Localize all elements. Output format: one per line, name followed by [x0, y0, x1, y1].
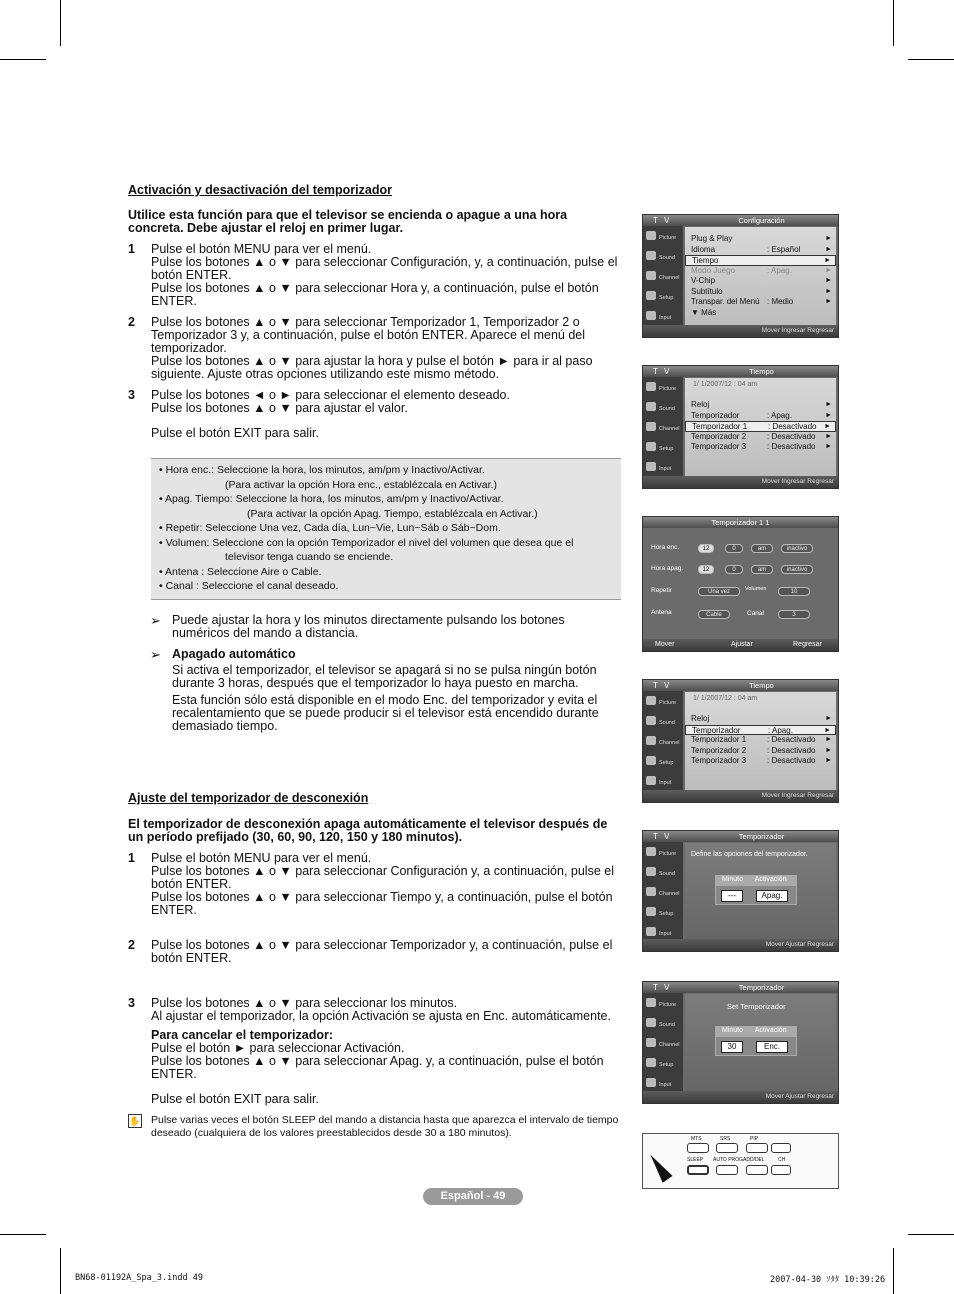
tv-menu-row: Reloj ►: [691, 400, 832, 409]
remote-label: MTS: [691, 1136, 702, 1142]
tv-side-menu: [643, 842, 683, 939]
tv-menu-row: Plug & Play ►: [691, 234, 832, 243]
step-line: Pulse los botones ▲ o ▼ para seleccionar Configuración y, a continuación, pulse el botón ENTER.: [151, 864, 614, 891]
sleep-button: [687, 1165, 709, 1175]
tv-bottom-bar: Mover Ingresar Regresar: [643, 476, 838, 488]
tv-menu-title: Configuración: [738, 216, 785, 225]
tv-bottom-bar: Mover Ajustar Regresar: [643, 939, 838, 951]
side-setup: Setup: [643, 902, 683, 922]
step-number: 1: [128, 851, 135, 865]
tip-2: [150, 648, 622, 733]
s2-step-1: [128, 852, 623, 917]
field-label: Hora apag.: [651, 565, 684, 572]
side-sound: Sound: [643, 862, 683, 882]
section2: [128, 792, 623, 1140]
step-line: Pulse el botón EXIT para salir.: [151, 426, 319, 440]
options-note-box: [151, 458, 621, 600]
srs-button: [716, 1143, 738, 1153]
tv-clock: 1/ 1/2007/12 : 04 am: [693, 695, 758, 702]
step-line: Para cancelar el temporizador:: [151, 1028, 334, 1042]
tip-title: Apagado automático: [172, 647, 296, 661]
side-picture: Picture: [643, 842, 683, 862]
step-number: 3: [128, 996, 135, 1010]
s1-step-3: [128, 389, 623, 440]
tv-screen-tiempo-2: [642, 679, 839, 803]
s2-step-2: [128, 939, 623, 965]
step-line: Pulse los botones ▲ o ▼ para seleccionar Temporizador 1, Temporizador 2 o Temporizador 3 y, a continuación, pulse el botón ENTER. Aparece el menú del temporizador.: [151, 315, 586, 355]
section1-intro: Utilice esta función para que el televisor se encienda o apague a una hora concreta. Debe ajustar el reloj en primer lugar.: [128, 208, 568, 235]
step-line: Pulse los botones ▲ o ▼ para seleccionar los minutos.: [151, 996, 458, 1010]
tv-side-menu: [643, 691, 683, 790]
tv-menu-row: Temporizador 2 : Desactivado ►: [691, 745, 832, 755]
ch-up-button: [771, 1143, 791, 1153]
crop-mark: [893, 0, 894, 46]
volume-value: 10: [778, 587, 810, 596]
off-minute: 0: [725, 565, 743, 574]
activation-field: Enc.: [756, 1041, 788, 1053]
tip-text: Esta función sólo está disponible en el modo Enc. del temporizador y evita el recalentamiento que se puede producir si el televisor está encendido durante demasiado tiempo.: [172, 693, 599, 733]
tv-screen-temporizador-1: [642, 516, 839, 652]
note-line: (Para activar la opción Hora enc., establézcala en Activar.): [225, 478, 497, 491]
tv-clock: 1/ 1/2007/12 : 04 am: [693, 381, 758, 388]
crop-mark: [60, 0, 61, 46]
off-hour: 12: [698, 565, 714, 574]
ch-down-button: [771, 1165, 791, 1175]
on-minute: 0: [725, 544, 743, 553]
step-line: Pulse los botones ▲ o ▼ para ajustar la hora y pulse el botón ► para ir al paso siguiente. Ajuste otras opciones utilizando este mismo método.: [151, 354, 593, 381]
volume-label: Volumen: [745, 586, 767, 592]
tv-menu-row-selected: Tiempo ►: [685, 255, 836, 266]
remote-label: AUTO PROG.: [713, 1157, 745, 1163]
side-input: Input: [643, 1073, 683, 1093]
step-line: Pulse los botones ▲ o ▼ para ajustar el valor.: [151, 401, 408, 415]
section2-intro: El temporizador de desconexión apaga automáticamente el televisor después de un período prefijado (30, 60, 90, 120, 150 y 180 minutos).: [128, 817, 608, 844]
page-number-badge: Español - 49: [423, 1188, 523, 1205]
add-del-button: [746, 1165, 768, 1175]
tv-desc: Set Temporizador: [727, 1002, 786, 1011]
side-input: Input: [643, 922, 683, 942]
canal-label: Canal: [747, 610, 764, 617]
tv-side-menu: [643, 377, 683, 476]
pointer-arrow-icon: [645, 1151, 672, 1182]
tv-side-menu: [643, 226, 683, 325]
minute-field: ---: [721, 890, 743, 902]
side-setup: Setup: [643, 286, 683, 306]
s1-step-1: [128, 243, 623, 308]
side-channel: Channel: [643, 266, 683, 286]
note-line: (Para activar la opción Apag. Tiempo, establézcala en Activar.): [247, 507, 538, 520]
side-channel: Channel: [643, 417, 683, 437]
tv-desc: Define las opciones del temporizador.: [691, 851, 808, 858]
activation-field: Apag.: [756, 890, 788, 902]
section1: [128, 184, 623, 440]
antenna-value: Cable: [698, 610, 730, 619]
tip-text: Si activa el temporizador, el televisor se apagará si no se pulsa ningún botón durante 3 horas, después que el temporizador lo haya puesto en marcha.: [172, 663, 597, 690]
off-ampm: am: [751, 565, 773, 574]
step-line: Pulse los botones ◄ o ► para seleccionar el elemento deseado.: [151, 388, 510, 402]
field-label: Hora enc.: [651, 544, 680, 551]
s2-note: [128, 1114, 623, 1140]
footer-date: 2007-04-30 ｿﾀﾀ 10:39:26: [770, 1275, 886, 1285]
tv-menu-row-selected: Temporizador 1 : Desactivado ►: [685, 421, 836, 432]
step-line: Pulse los botones ▲ o ▼ para seleccionar Hora y, a continuación, pulse el botón ENTER.: [151, 281, 599, 308]
hand-note-icon: ✋: [129, 1116, 141, 1126]
pip-button: [746, 1143, 768, 1153]
tv-menu-row: Subtítulo ►: [691, 286, 832, 296]
crop-mark: [0, 1234, 46, 1235]
timer-box: Minuto Activación --- Apag.: [715, 875, 797, 905]
remote-label: SLEEP: [687, 1157, 704, 1163]
note-line: • Antena : Seleccione Aire o Cable.: [159, 565, 322, 578]
tv-menu-row: Temporizador 2 : Desactivado ►: [691, 431, 832, 441]
side-input: Input: [643, 771, 683, 791]
tv-screen-tiempo: [642, 365, 839, 489]
section1-tips: [150, 608, 622, 733]
tv-menu-title: Temporizador: [738, 832, 785, 841]
side-sound: Sound: [643, 711, 683, 731]
section1-title: Activación y desactivación del temporizador: [128, 183, 392, 197]
side-picture: Picture: [643, 377, 683, 397]
remote-illustration: [642, 1133, 839, 1189]
note-text: Pulse varias veces el botón SLEEP del mando a distancia hasta que aparezca el intervalo de tiempo deseado (cualquiera de los valores preestablecidos desde 30 a 180 minutos).: [151, 1114, 619, 1139]
step-line: Pulse el botón ► para seleccionar Activación.: [151, 1041, 405, 1055]
tv-bottom-bar: [643, 639, 838, 651]
note-line: televisor tenga cuando se enciende.: [225, 551, 394, 563]
on-hour: 12: [698, 544, 714, 553]
tv-menu-row-selected: Temporizador : Apag. ►: [685, 725, 836, 736]
tv-label: T V: [653, 367, 672, 376]
step-number: 2: [128, 315, 135, 329]
repeat-value: Una vez: [698, 587, 740, 596]
side-setup: Setup: [643, 751, 683, 771]
tv-menu-row: Reloj ►: [691, 714, 832, 723]
side-channel: Channel: [643, 882, 683, 902]
on-state: inactivo: [781, 544, 813, 553]
tip-arrow-icon: ➢: [150, 647, 161, 662]
step-number: 3: [128, 388, 135, 402]
tv-menu-title: Tiempo: [749, 367, 774, 376]
step-line: Pulse el botón MENU para ver el menú.: [151, 242, 372, 256]
side-sound: Sound: [643, 246, 683, 266]
tv-label: T V: [653, 681, 672, 690]
crop-mark: [908, 1234, 954, 1235]
remote-label: ADD/DEL: [743, 1157, 765, 1163]
tv-bottom-bar: Mover Ingresar Regresar: [643, 325, 838, 337]
side-input: Input: [643, 306, 683, 326]
tv-menu-row: Temporizador : Apag. ►: [691, 410, 832, 420]
step-line: Al ajustar el temporizador, la opción Activación se ajusta en Enc. automáticamente.: [151, 1009, 611, 1023]
step-line: Pulse los botones ▲ o ▼ para seleccionar Configuración, y, a continuación, pulse el botón ENTER.: [151, 255, 618, 282]
step-line: Pulse los botones ▲ o ▼ para seleccionar Tiempo y, a continuación, pulse el botón ENTER.: [151, 890, 613, 917]
note-line: • Canal : Seleccione el canal deseado.: [159, 580, 339, 592]
hint-adjust: Ajustar: [731, 641, 753, 648]
step-line: Pulse el botón EXIT para salir.: [151, 1092, 319, 1106]
timer-box: Minuto Activación 30 Enc.: [715, 1026, 797, 1056]
note-line: • Volumen: Seleccione con la opción Temporizador el nivel del volumen que desea que el: [159, 536, 574, 549]
tv-menu-row: Temporizador 3 : Desactivado ►: [691, 442, 832, 451]
step-number: 2: [128, 938, 135, 952]
side-channel: Channel: [643, 1033, 683, 1053]
side-input: Input: [643, 457, 683, 477]
on-ampm: am: [751, 544, 773, 553]
tv-side-menu: [643, 993, 683, 1091]
side-setup: Setup: [643, 1053, 683, 1073]
side-picture: Picture: [643, 226, 683, 246]
tv-bottom-bar: Mover Ajustar Regresar: [643, 1091, 838, 1103]
field-label: Repetir: [651, 587, 672, 594]
side-setup: Setup: [643, 437, 683, 457]
minute-field: 30: [721, 1041, 743, 1053]
step-line: Pulse los botones ▲ o ▼ para seleccionar Temporizador y, a continuación, pulse el botón ENTER.: [151, 938, 613, 965]
s1-step-2: [128, 316, 623, 381]
tv-menu-title: Temporizador 1 1: [643, 517, 838, 528]
side-channel: Channel: [643, 731, 683, 751]
step-line: Pulse los botones ▲ o ▼ para seleccionar Apag. y, a continuación, pulse el botón ENTER.: [151, 1054, 604, 1081]
tv-menu-row: Temporizador 3 : Desactivado ►: [691, 756, 832, 765]
crop-mark: [60, 1248, 61, 1294]
mts-button: [687, 1143, 709, 1153]
note-line: • Apag. Tiempo: Seleccione la hora, los minutos, am/pm y Inactivo/Activar.: [159, 493, 504, 505]
remote-label: SRS: [720, 1136, 731, 1142]
tv-menu-row: Modo Juego : Apag. ►: [691, 265, 832, 275]
tv-menu-title: Tiempo: [749, 681, 774, 690]
crop-mark: [893, 1248, 894, 1294]
tv-screen-configuracion: [642, 214, 839, 338]
field-label: Antena: [651, 609, 672, 616]
section2-title: Ajuste del temporizador de desconexión: [128, 791, 369, 805]
side-picture: Picture: [643, 993, 683, 1013]
step-line: Pulse el botón MENU para ver el menú.: [151, 851, 372, 865]
s2-step-3: [128, 997, 623, 1106]
hint-return: Regresar: [793, 641, 822, 648]
tip-arrow-icon: ➢: [150, 613, 161, 628]
remote-label: PIP: [750, 1136, 759, 1142]
tv-screen-temporizador: [642, 830, 839, 952]
tv-menu-row: V-Chip ►: [691, 276, 832, 285]
tv-label: T V: [653, 832, 672, 841]
tv-screen-set-temporizador: [642, 981, 839, 1104]
step-number: 1: [128, 242, 135, 256]
tv-menu-title: Temporizador: [738, 983, 785, 992]
remote-label: CH: [778, 1157, 786, 1163]
tv-bottom-bar: Mover Ingresar Regresar: [643, 790, 838, 802]
note-line: • Hora enc.: Seleccione la hora, los minutos, am/pm y Inactivo/Activar.: [159, 464, 485, 476]
tv-menu-row: Temporizador 1 : Desactivado ►: [691, 735, 832, 744]
tv-menu-row: Transpar. del Menú : Medio ►: [691, 297, 832, 306]
footer-file: BN68-01192A_Spa_3.indd 49: [75, 1273, 203, 1283]
crop-mark: [0, 59, 46, 60]
crop-mark: [908, 59, 954, 60]
side-picture: Picture: [643, 691, 683, 711]
tv-menu-row: Idioma : Español ►: [691, 244, 832, 254]
tv-label: T V: [653, 983, 672, 992]
tip-1: [150, 614, 622, 640]
auto-prog-button: [716, 1165, 738, 1175]
tip-text: Puede ajustar la hora y los minutos directamente pulsando los botones numéricos del mando a distancia.: [172, 613, 565, 640]
side-sound: Sound: [643, 1013, 683, 1033]
tv-label: T V: [653, 216, 672, 225]
note-line: • Repetir: Seleccione Una vez, Cada día, Lun~Vie, Lun~Sáb o Sáb~Dom.: [159, 522, 501, 534]
side-sound: Sound: [643, 397, 683, 417]
tv-menu-row: ▼ Más: [691, 307, 717, 317]
canal-value: 3: [778, 610, 810, 619]
off-state: inactivo: [781, 565, 813, 574]
hint-move: Mover: [655, 641, 675, 648]
